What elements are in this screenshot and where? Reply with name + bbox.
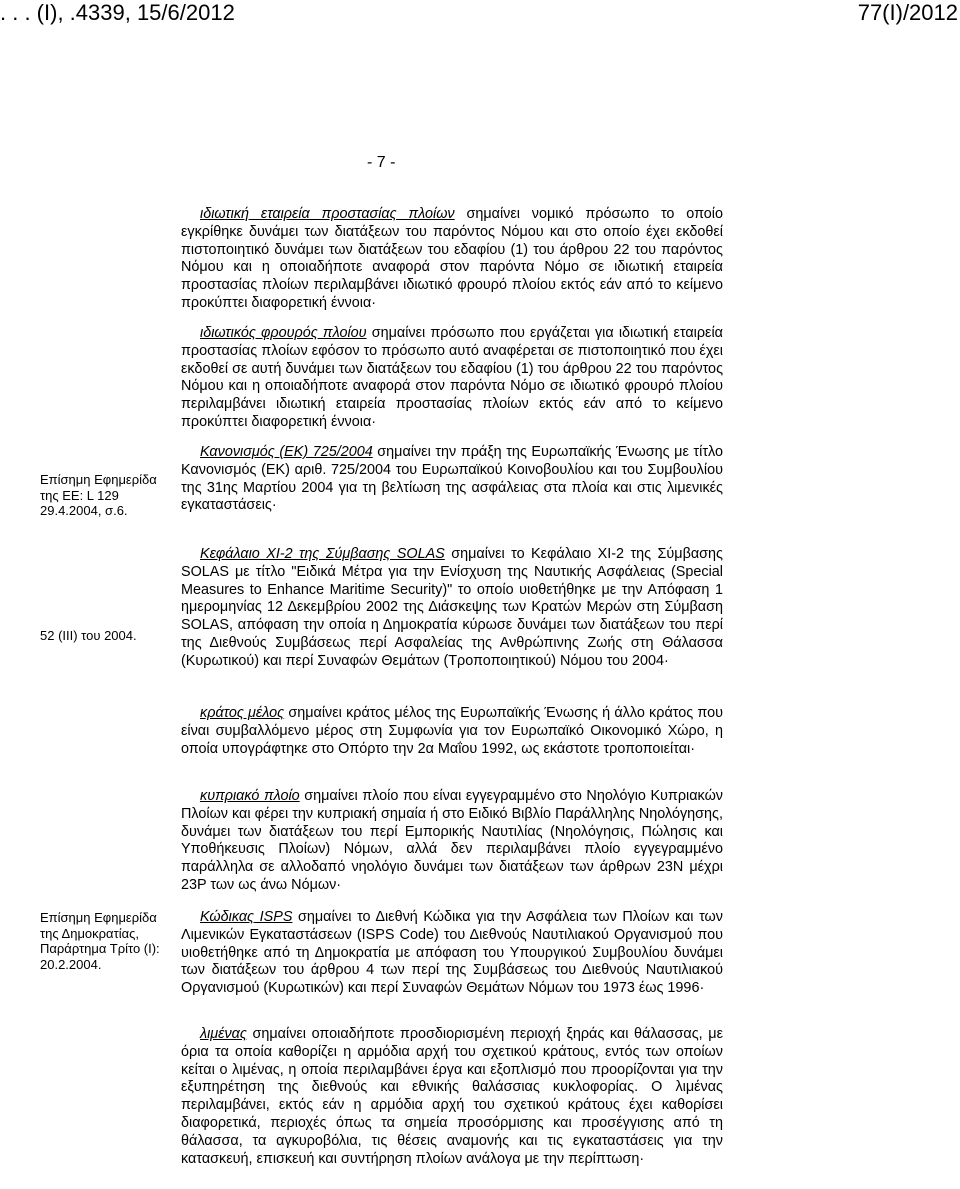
definition-term: κράτος μέλος	[200, 705, 285, 721]
definition-term: Κεφάλαιο ΧΙ-2 της Σύμβασης SOLAS	[200, 546, 445, 562]
definition-private-guard	[181, 325, 723, 432]
header-right: 77(Ι)/2012	[857, 0, 958, 25]
definition-term: Κανονισμός (ΕΚ) 725/2004	[200, 444, 373, 460]
definition-regulation-725	[181, 444, 723, 515]
definition-member-state	[181, 705, 723, 758]
definition-text: σημαίνει το Κεφάλαιο ΧΙ-2 της Σύμβασης SOLAS με τίτλο "Ειδικά Μέτρα για την Ενίσχυση της Ναυτικής Ασφάλειας (Special Measures to Enhance Maritime Security)" το οποίο υιοθετήθηκε με την Απόφαση 1 ημερομηνίας 12 Δεκεμβρίου 2002 της Διάσκεψης των Κρατών Μερών στη Σύμβαση SOLAS, απόφαση την οποία η Δημοκρατία κύρωσε δυνάμει των διατάξεων του περί της Διεθνούς Συμβάσεως περί Ασφαλείας της Ανθρώπινης Ζωής στη Θάλασσα (Κυρωτικού) και περί Συναφών Θεμάτων (Τροποποιητικού) Νόμου του 2004·	[181, 546, 723, 669]
margin-note-ee-journal: Επίσημη Εφημερίδα της ΕΕ: L 129 29.4.2004, σ.6.	[40, 472, 157, 518]
margin-note-gazette: Επίσημη Εφημερίδα της Δημοκρατίας, Παράρτημα Τρίτο (Ι): 20.2.2004.	[40, 910, 160, 972]
definition-term: λιμένας	[200, 1026, 247, 1042]
definition-cypriot-ship	[181, 788, 723, 895]
header-left: . . . (Ι), .4339, 15/6/2012	[0, 0, 235, 25]
definition-text: σημαίνει πλοίο που είναι εγγεγραμμένο στο Νηολόγιο Κυπριακών Πλοίων και φέρει την κυπριακή σημαία ή στο Ειδικό Βιβλίο Παράλληλης Νηολόγησης, δυνάμει των διατάξεων του περί Εμπορικής Ναυτιλίας (Νηολόγησις, Πώλησις και Υποθήκευσις Πλοίων) Νόμων, αλλά δεν περιλαμβάνει πλοίο εγγεγραμμένο παράλληλα σε αλλοδαπό νηολόγιο δυνάμει των διατάξεων των άρθρων 23Ν μέχρι 23Ρ των ως άνω Νόμων·	[181, 788, 724, 893]
definition-text: σημαίνει οποιαδήποτε προσδιορισμένη περιοχή ξηράς και θάλασσας, με όρια τα οποία καθορίζει η αρμόδια αρχή του σχετικού κράτους, εντός των οποίων κείται ο λιμένας, η οποία περιλαμβάνει έργα και εξοπλισμό που προορίζονται για την εξυπηρέτηση της διεθνούς και εθνικής θαλάσσιας κυκλοφορίας. Ο λιμένας περιλαμβάνει, εκτός εάν η αρμόδια αρχή του σχετικού κράτους έχει καθορίσει διαφορετικά, περιοχές όπως τα σημεία προσόρμισης και προσέγγισης από τη θάλασσα, τα αγκυροβόλια, τις θέσεις αναμονής και τις εγκαταστάσεις για την κατασκευή, επισκευή και συντήρηση πλοίων ανάλογα με την περίπτωση·	[181, 1026, 723, 1167]
definition-text: σημαίνει κράτος μέλος της Ευρωπαϊκής Ένωσης ή άλλο κράτος που είναι συμβαλλόμενο μέρος στη Συμφωνία για τον Ευρωπαϊκό Οικονομικό Χώρο, η οποία υπογράφτηκε στο Οπόρτο την 2α Μαΐου 1992, ως εκάστοτε τροποποιείται·	[181, 705, 723, 757]
definition-term: ιδιωτική εταιρεία προστασίας πλοίων	[200, 206, 455, 222]
definition-solas-chapter	[181, 546, 723, 671]
definition-isps-code	[181, 909, 723, 998]
definition-port	[181, 1026, 723, 1168]
definition-term: ιδιωτικός φρουρός πλοίου	[200, 325, 367, 341]
definition-text: σημαίνει νομικό πρόσωπο το οποίο εγκρίθηκε δυνάμει των διατάξεων του παρόντος Νόμου και στο οποίο έχει εκδοθεί πιστοποιητικό δυνάμει των διατάξεων του εδαφίου (1) του άρθρου 22 του παρόντος Νόμου και η οποιαδήποτε αναφορά στον παρόντα Νόμο σε ιδιωτική εταιρεία προστασίας πλοίων περιλαμβάνει ιδιωτικό φρουρό πλοίου εκτός εάν από το κείμενο προκύπτει διαφορετική έννοια·	[181, 206, 723, 311]
definition-term: Κώδικας ISPS	[200, 909, 293, 925]
definition-text: σημαίνει την πράξη της Ευρωπαϊκής Ένωσης με τίτλο Κανονισμός (ΕΚ) αριθ. 725/2004 του Ευρωπαϊκού Κοινοβουλίου και του Συμβουλίου της 31ης Μαρτίου 2004 για τη βελτίωση της ασφάλειας στα πλοία και στις λιμενικές εγκαταστάσεις·	[181, 444, 723, 514]
definition-text: σημαίνει πρόσωπο που εργάζεται για ιδιωτική εταιρεία προστασίας πλοίων εφόσον το πρόσωπο αυτό αναφέρεται σε πιστοποιητικό που έχει εκδοθεί σε αυτή δυνάμει των διατάξεων του εδαφίου (1) του άρθρου 22 του παρόντος Νόμου και η οποιαδήποτε αναφορά στον παρόντα Νόμο σε ιδιωτικό φρουρό πλοίου περιλαμβάνει ιδιωτική εταιρεία προστασίας πλοίων εκτός εάν από το κείμενο προκύπτει διαφορετική έννοια·	[181, 325, 723, 430]
margin-note-law-52: 52 (ΙΙΙ) του 2004.	[40, 628, 137, 643]
definition-private-security-company	[181, 206, 723, 313]
definition-term: κυπριακό πλοίο	[200, 788, 300, 804]
definition-text: σημαίνει το Διεθνή Κώδικα για την Ασφάλεια των Πλοίων και των Λιμενικών Εγκαταστάσεων (ISPS Code) του Διεθνούς Ναυτιλιακού Οργανισμού που υιοθετήθηκε από τη Δημοκρατία με απόφαση του Υπουργικού Συμβουλίου δυνάμει των διατάξεων του άρθρου 4 των περί της Συμβάσεως του Διεθνούς Ναυτιλιακού Οργανισμού (Κυρωτικών) και περί Συναφών Θεμάτων Νόμων του 1973 έως 1996·	[181, 909, 723, 997]
page-number: - 7 -	[367, 154, 396, 171]
